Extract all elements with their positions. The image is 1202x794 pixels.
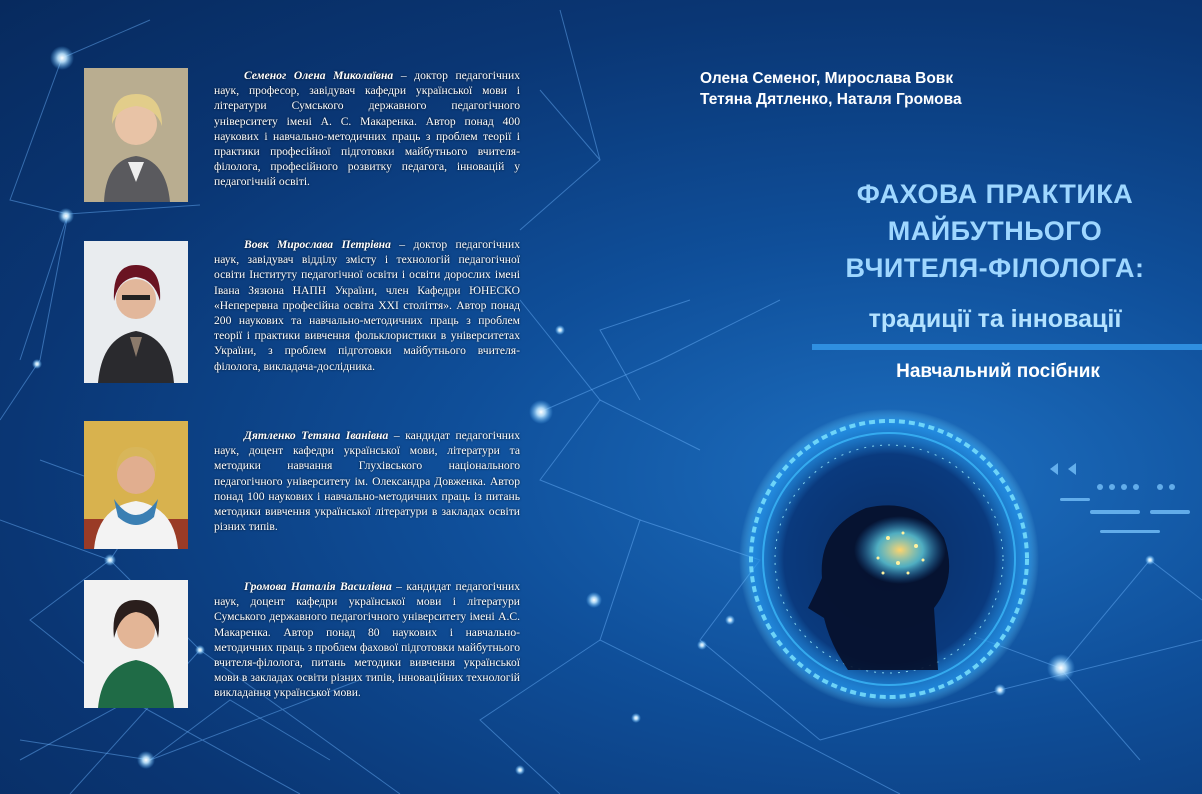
- bio-text: – доктор педагогічних наук, професор, завідувач кафедри української мови і літератури Сумського державного педагогічного університету імені А. С. Макаренка. Автор понад 400 наукових і навчально-методичних праць з проблем теорії і практики професійної підготовки майбутнього вчителя-філолога, професійного розвитку педагога, інновацій у педагогічній освіті.: [214, 69, 520, 189]
- bio-text: – кандидат педагогічних наук, доцент кафедри української мови і літератури Сумського державного педагогічного університету імені А.С. Макаренка. Автор понад 80 наукових і навчально-методичних праць з проблем фахової підготовки майбутнього вчителя-філолога, питань методики вивчення української мови в закладах освіти різних типів, інноваційних технологій викладання української мови.: [214, 580, 521, 700]
- bio-name: Вовк Мирослава Петрівна: [244, 238, 391, 251]
- authors: [700, 68, 962, 110]
- title-line: ФАХОВА ПРАКТИКА: [856, 179, 1134, 209]
- book-title: [800, 176, 1190, 287]
- bio-vovk: [214, 237, 520, 374]
- bio-semenog: [214, 68, 520, 190]
- accent-bar: [812, 344, 1202, 350]
- authors-line: Тетяна Дятленко, Наталя Громова: [700, 91, 962, 108]
- authors-line: Олена Семеног, Мирослава Вовк: [700, 70, 954, 87]
- author-photo-hromova: [84, 580, 188, 708]
- book-subtitle: традиції та інновації: [868, 305, 1122, 333]
- title-line: МАЙБУТНЬОГО: [887, 216, 1103, 246]
- brain-hologram-illustration: [738, 408, 1040, 710]
- author-photo-vovk: [84, 241, 188, 383]
- bio-hromova: [214, 579, 520, 701]
- book-genre: Навчальний посібник: [896, 361, 1100, 382]
- bio-name: Семеног Олена Миколаївна: [244, 69, 394, 82]
- bio-name: Громова Наталія Василівна: [244, 580, 392, 593]
- author-photo-semenog: [84, 68, 188, 202]
- title-line: ВЧИТЕЛЯ-ФІЛОЛОГА:: [845, 253, 1145, 283]
- bio-text: – доктор педагогічних наук, завідувач відділу змісту і технологій педагогічної освіти Інституту педагогічної освіти і освіти дорослих імені Івана Зязюна НАПН України, член Кафедри ЮНЕСКО «Неперервна професійна освіта XXI століття». Автор понад 200 наукових та навчально-методичних праць з проблем теорії і практики вивчення фольклористики в університетах України, з проблем підготовки майбутнього вчителя-філолога, викладача-дослідника.: [214, 238, 521, 373]
- bio-name: Дятленко Тетяна Іванівна: [244, 429, 389, 442]
- bio-text: – кандидат педагогічних наук, доцент кафедри української мови, літератури та методики навчання Глухівського національного педагогічного університету ім. Олександра Довженка. Автор понад 100 наукових і навчально-методичних праць із питань методики вивчення української літератури в закладах освіти різних типів.: [214, 429, 520, 534]
- bio-diatlenko: [214, 428, 520, 534]
- author-photo-diatlenko: [84, 421, 188, 549]
